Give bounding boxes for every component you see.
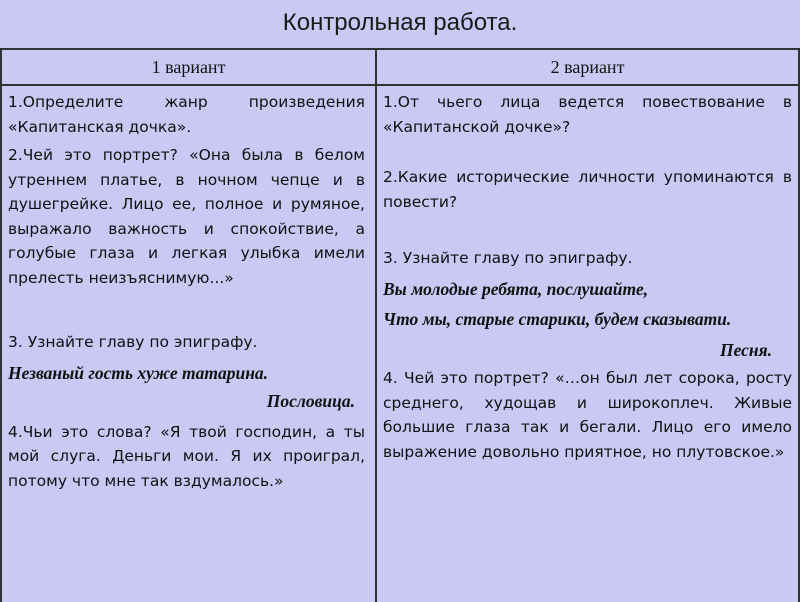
header-divider [0,84,800,86]
page-title: Контрольная работа. [282,9,518,36]
column-header-variant-2: 2 вариант [550,56,625,77]
v2-question-1: 1.От чьего лица ведется повествование в «Капитанской дочке»? [383,93,792,136]
test-table [0,48,800,602]
v1-question-3: 3. Узнайте главу по эпиграфу. [8,333,258,351]
variant-2-cell [383,90,792,464]
table-border-left [0,50,2,602]
column-header-variant-1: 1 вариант [151,56,226,77]
column-divider [375,50,377,602]
variant-1-cell [8,90,365,493]
v1-question-2: 2.Чей это портрет? «Она была в белом утреннем платье, в ночном чепце и в душегрейке. Лицо ее, полное и румяное, выражало важность и спокойствие, а голубые глаза и легкая улыбка имели прелесть неизъяснимую...» [8,146,365,287]
v2-epigraph-source: Песня. [719,339,772,360]
v2-question-4: 4. Чей это портрет? «…он был лет сорока, росту среднего, худощав и широкоплеч. Живые большие глаза так и бегали. Лицо его имело выражение довольно приятное, но плутовское.» [383,369,792,461]
v1-epigraph: Незваный гость хуже татарина. [8,362,269,383]
v2-question-2: 2.Какие исторические личности упоминаются в повести? [383,168,792,211]
v2-question-3: 3. Узнайте главу по эпиграфу. [383,249,633,267]
v2-epigraph-line-1: Вы молодые ребята, послушайте, [383,278,649,299]
v1-question-4: 4.Чьи это слова? «Я твой господин, а ты мой слуга. Деньги мои. Я их проиграл, потому что мне так вздумалось.» [8,422,365,490]
v1-epigraph-source: Пословица. [266,391,355,411]
v1-question-1: 1.Определите жанр произведения «Капитанская дочка». [8,93,365,136]
v2-epigraph-line-2: Что мы, старые старики, будем сказывати. [383,309,732,329]
